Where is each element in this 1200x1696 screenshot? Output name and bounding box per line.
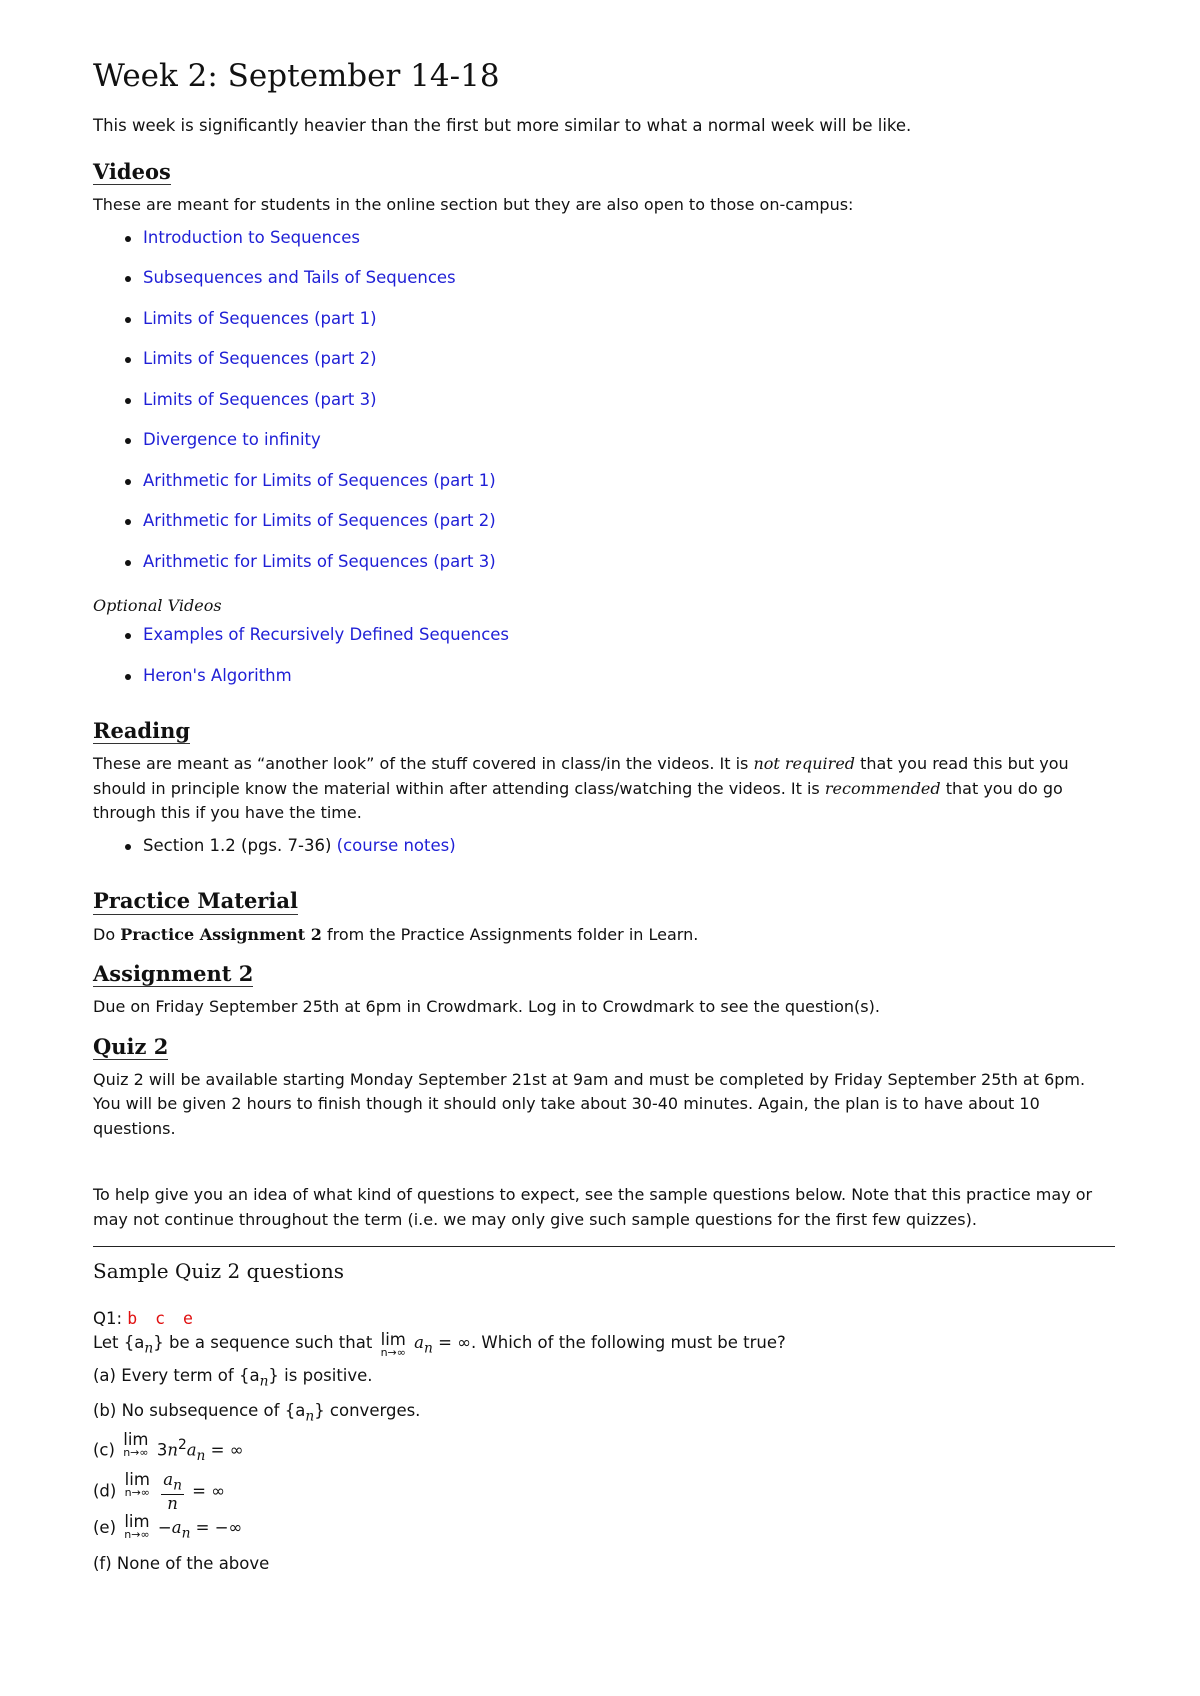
limit-subscript: n→∞ bbox=[124, 1528, 150, 1542]
optional-video-link[interactable]: Heron's Algorithm bbox=[143, 665, 292, 685]
reading-text-1: These are meant as “another look” of the stuff covered in class/in the videos. It is bbox=[93, 754, 749, 774]
practice-section bbox=[93, 888, 1115, 947]
video-link[interactable]: Limits of Sequences (part 2) bbox=[143, 349, 377, 369]
limit-subscript: n→∞ bbox=[124, 1486, 150, 1500]
reading-emphasis-not-required: not required bbox=[753, 754, 856, 774]
reading-text-2: that you read this but you should in principle know the material within after attending class/watching the videos. It is bbox=[93, 754, 1069, 798]
option-a: (a) Every term of $\{a_n\}$ is positive. bbox=[93, 1365, 373, 1390]
list-item bbox=[123, 428, 1115, 469]
assignment-section bbox=[93, 961, 1115, 1020]
option-d-label: (d) bbox=[93, 1481, 117, 1501]
limit-label: lim bbox=[380, 1330, 406, 1350]
list-item bbox=[123, 469, 1115, 510]
list-item bbox=[123, 664, 1115, 705]
option-f: (f) None of the above bbox=[93, 1553, 270, 1573]
limit-expression bbox=[381, 1331, 406, 1358]
practice-text-1: Do bbox=[93, 924, 116, 944]
optional-video-link[interactable]: Examples of Recursively Defined Sequences bbox=[143, 625, 510, 645]
reading-list bbox=[93, 834, 1115, 875]
quiz-section bbox=[93, 1034, 1115, 1233]
fraction: $\frac{a_n}{n}$ bbox=[163, 1470, 182, 1514]
intro-text: This week is significantly heavier than the first but more similar to what a normal week will be like. bbox=[93, 116, 912, 135]
divider bbox=[93, 1246, 1115, 1247]
limit-expression bbox=[125, 1471, 150, 1498]
reading-item-text: Section 1.2 (pgs. 7-36) bbox=[143, 835, 332, 855]
answer-key: b c e bbox=[127, 1309, 197, 1329]
option-d: (d) lim n→∞ $\frac{a_n}{n}$ = ∞ bbox=[93, 1470, 225, 1514]
list-item bbox=[123, 266, 1115, 307]
list-item bbox=[123, 347, 1115, 388]
list-item bbox=[123, 509, 1115, 550]
list-item bbox=[123, 834, 1115, 875]
videos-heading: Videos bbox=[93, 159, 171, 184]
limit-expression bbox=[123, 1431, 148, 1458]
option-c: (c) lim n→∞ $3n^2a_n$ = ∞ bbox=[93, 1430, 244, 1465]
quiz-sample-intro: To help give you an idea of what kind of questions to expect, see the sample questions below. Note that this practice may or may not continue throughout the term (i.e. we may only give such sample questions for the first few quizzes). bbox=[93, 1185, 1093, 1229]
option-e-label: (e) bbox=[93, 1518, 117, 1538]
limit-label: lim bbox=[123, 1430, 149, 1450]
video-link[interactable]: Introduction to Sequences bbox=[143, 227, 360, 247]
stem-part-3: = ∞. Which of the following must be true? bbox=[438, 1333, 786, 1353]
question-stem: Let $\{a_n\}$ be a sequence such that lim n→∞ $a_n$ = ∞. Which of the following must be true? bbox=[93, 1330, 786, 1360]
reading-text bbox=[93, 752, 1115, 826]
videos-description: These are meant for students in the online section but they are also open to those on-campus: bbox=[93, 195, 854, 215]
document-page bbox=[93, 58, 1115, 1578]
video-link[interactable]: Arithmetic for Limits of Sequences (part 1) bbox=[143, 470, 496, 490]
limit-label: lim bbox=[124, 1512, 150, 1532]
video-link[interactable]: Arithmetic for Limits of Sequences (part 3) bbox=[143, 551, 496, 571]
assignment-heading: Assignment 2 bbox=[93, 961, 254, 987]
limit-label: lim bbox=[124, 1470, 150, 1490]
course-notes-link[interactable]: (course notes) bbox=[336, 835, 456, 855]
question-label: Q1: bbox=[93, 1309, 123, 1329]
assignment-text: Due on Friday September 25th at 6pm in Crowdmark. Log in to Crowdmark to see the question(s). bbox=[93, 997, 880, 1017]
sample-quiz-title: Sample Quiz 2 questions bbox=[93, 1259, 345, 1284]
option-a-text: (a) Every term of {a bbox=[93, 1365, 260, 1385]
video-link[interactable]: Limits of Sequences (part 1) bbox=[143, 308, 377, 328]
videos-list bbox=[93, 226, 1115, 591]
limit-subscript: n→∞ bbox=[380, 1346, 406, 1360]
stem-part-1: Let {a bbox=[93, 1333, 145, 1353]
list-item bbox=[123, 550, 1115, 591]
option-b-text: (b) No subsequence of {a bbox=[93, 1401, 306, 1421]
option-b: (b) No subsequence of $\{a_n\}$ converges. bbox=[93, 1401, 421, 1425]
option-e: (e) lim n→∞ $-a_n$ = −∞ bbox=[93, 1512, 243, 1542]
limit-subscript: n→∞ bbox=[123, 1446, 149, 1460]
reading-section bbox=[93, 718, 1115, 874]
quiz-text: Quiz 2 will be available starting Monday September 21st at 9am and must be completed by Friday September 25th at 6pm. You will be given 2 hours to finish though it should only take about 30-40 minutes. Again, the plan is to have about 10 questions. bbox=[93, 1069, 1086, 1138]
list-item bbox=[123, 226, 1115, 267]
stem-part-2: } be a sequence such that bbox=[153, 1333, 373, 1353]
optional-videos-list bbox=[93, 623, 1115, 704]
option-b-tail: } converges. bbox=[314, 1401, 421, 1421]
practice-assignment-name: Practice Assignment 2 bbox=[120, 924, 322, 944]
practice-text-2: from the Practice Assignments folder in Learn. bbox=[327, 924, 699, 944]
practice-heading: Practice Material bbox=[93, 888, 298, 914]
reading-text-3: that you do go through this if you have the time. bbox=[93, 778, 1063, 823]
reading-heading: Reading bbox=[93, 718, 191, 744]
list-item bbox=[123, 307, 1115, 348]
video-link[interactable]: Arithmetic for Limits of Sequences (part 2) bbox=[143, 511, 496, 531]
sample-quiz-section bbox=[93, 1259, 1115, 1577]
practice-text bbox=[93, 923, 1115, 948]
quiz-heading: Quiz 2 bbox=[93, 1033, 169, 1059]
limit-expression bbox=[124, 1513, 149, 1540]
list-item bbox=[123, 388, 1115, 429]
question-label-line bbox=[93, 1307, 1115, 1331]
video-link[interactable]: Divergence to infinity bbox=[143, 430, 321, 450]
page-title: Week 2: September 14-18 bbox=[93, 58, 500, 94]
reading-emphasis-recommended: recommended bbox=[824, 778, 941, 798]
optional-videos-label: Optional Videos bbox=[93, 596, 222, 616]
list-item bbox=[123, 623, 1115, 664]
video-link[interactable]: Subsequences and Tails of Sequences bbox=[143, 268, 456, 288]
option-c-label: (c) bbox=[93, 1440, 115, 1460]
video-link[interactable]: Limits of Sequences (part 3) bbox=[143, 389, 377, 409]
option-a-tail: } is positive. bbox=[268, 1365, 373, 1385]
videos-section bbox=[93, 159, 1115, 704]
